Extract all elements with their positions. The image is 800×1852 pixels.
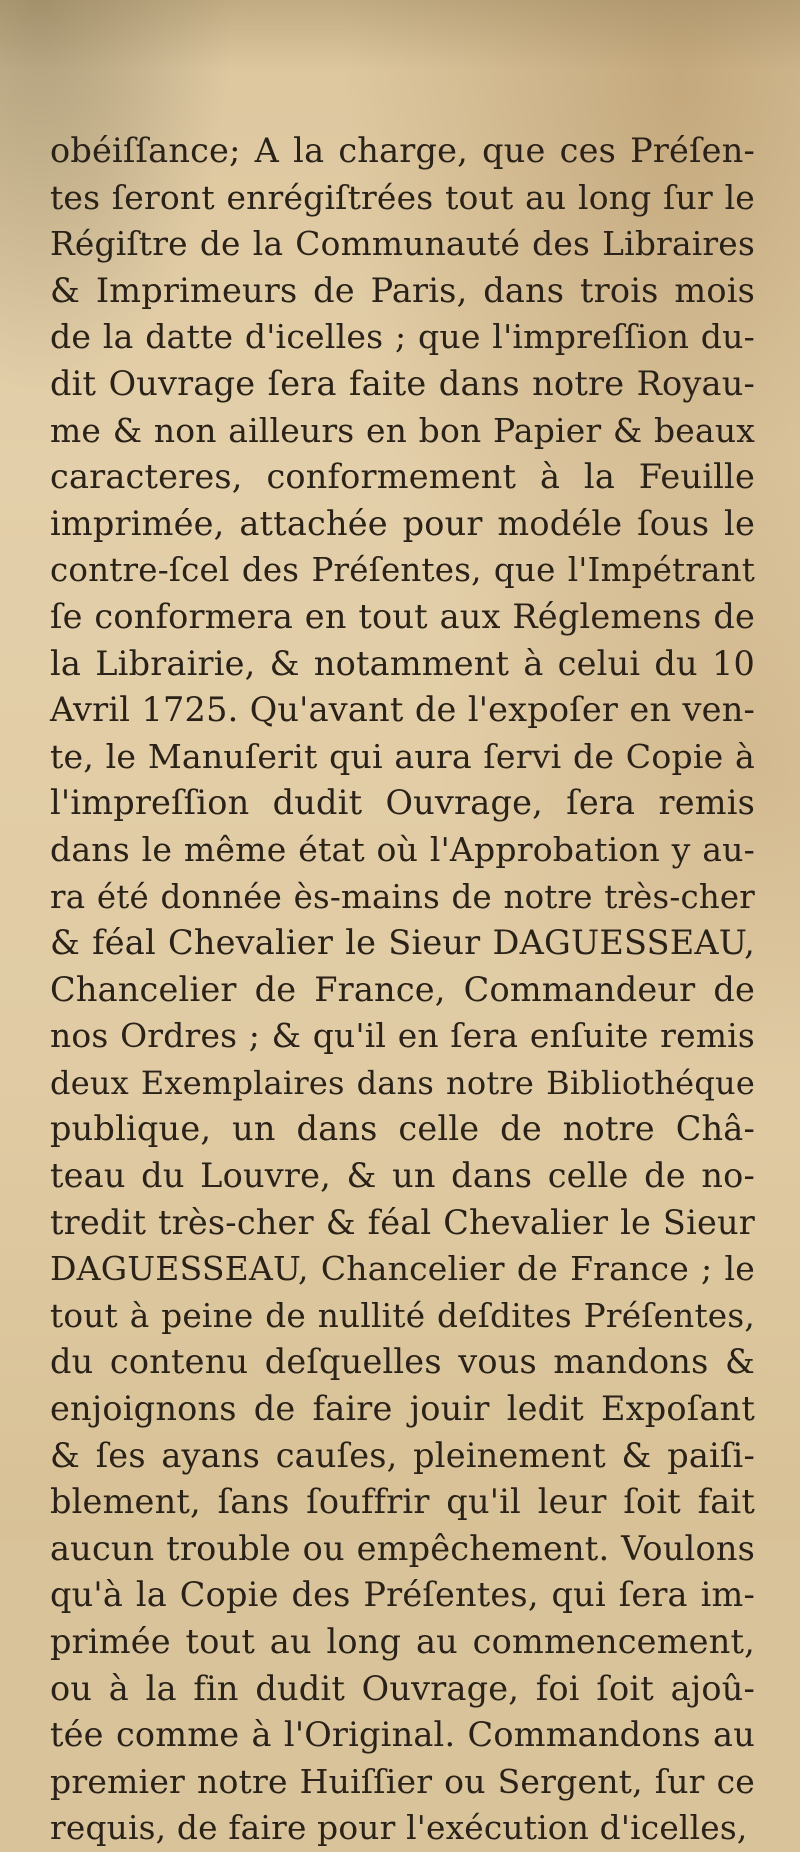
text-line: te, le Manuſerit qui aura ſervi de Copie à — [50, 736, 755, 776]
text-line: obéiſſance; A la charge, que ces Préſen- — [50, 131, 755, 170]
text-line: & ſes ayans cauſes, pleinement & paiſi- — [50, 1435, 755, 1475]
text-line: requis, de faire pour l'exécution d'icelles, — [50, 1809, 748, 1848]
text-line: ſe conformera en tout aux Réglemens de — [50, 596, 755, 636]
text-line: publique, un dans celle de notre Châ- — [50, 1109, 755, 1149]
text-line: teau du Louvre, & un dans celle de no- — [50, 1156, 755, 1196]
text-line: Avril 1725. Qu'avant de l'expoſer en ven- — [50, 690, 755, 730]
text-line: dit Ouvrage ſera faite dans notre Royau- — [50, 363, 755, 403]
text-line: la Librairie, & notamment à celui du 10 — [50, 643, 755, 683]
page-stain — [0, 0, 800, 70]
text-line: tredit très-cher & féal Chevalier le Sieur — [50, 1202, 755, 1242]
text-line: de la datte d'icelles ; que l'impreſſion du- — [50, 317, 755, 357]
text-line: & Imprimeurs de Paris, dans trois mois — [50, 270, 755, 310]
text-line: blement, ſans ſouffrir qu'il leur ſoit fait — [50, 1482, 755, 1522]
text-line: contre-ſcel des Préſentes, que l'Impétrant — [50, 551, 755, 590]
text-line: Chancelier de France, Commandeur de — [50, 969, 755, 1009]
text-line: & féal Chevalier le Sieur DAGUESSEAU, — [50, 923, 755, 963]
text-line: caracteres, conformement à la Feuille — [50, 457, 755, 497]
text-line: tée comme à l'Original. Commandons au — [50, 1715, 755, 1755]
text-line: nos Ordres ; & qu'il en ſera enſuite remis — [50, 1016, 755, 1056]
text-line: aucun trouble ou empêchement. Voulons — [50, 1528, 755, 1568]
text-line: qu'à la Copie des Préſentes, qui ſera im- — [50, 1575, 755, 1615]
text-line: deux Exemplaires dans notre Bibliothéque — [50, 1063, 755, 1102]
text-line: enjoignons de faire jouir ledit Expoſant — [50, 1389, 755, 1429]
text-line: tes ſeront enrégiſtrées tout au long ſur le — [50, 177, 755, 217]
text-line: imprimée, attachée pour modéle ſous le — [50, 503, 755, 543]
body-text — [50, 128, 755, 1852]
text-line: me & non ailleurs en bon Papier & beaux — [50, 410, 755, 450]
text-line: dans le même état où l'Approbation y au- — [50, 829, 755, 869]
text-line: ra été donnée ès-mains de notre très-cher — [50, 877, 755, 916]
text-line: ou à la fin dudit Ouvrage, foi ſoit ajoû- — [50, 1668, 755, 1708]
text-line: tout à peine de nullité deſdites Préſentes, — [50, 1296, 755, 1335]
text-line: premier notre Huiſſier ou Sergent, ſur ce — [50, 1761, 755, 1801]
text-line: Régiſtre de la Communauté des Libraires — [50, 225, 755, 264]
text-line: DAGUESSEAU, Chancelier de France ; le — [50, 1249, 755, 1289]
text-line: du contenu deſquelles vous mandons & — [50, 1342, 755, 1382]
text-line: primée tout au long au commencement, — [50, 1622, 755, 1661]
text-line: l'impreſſion dudit Ouvrage, ſera remis — [50, 783, 755, 823]
